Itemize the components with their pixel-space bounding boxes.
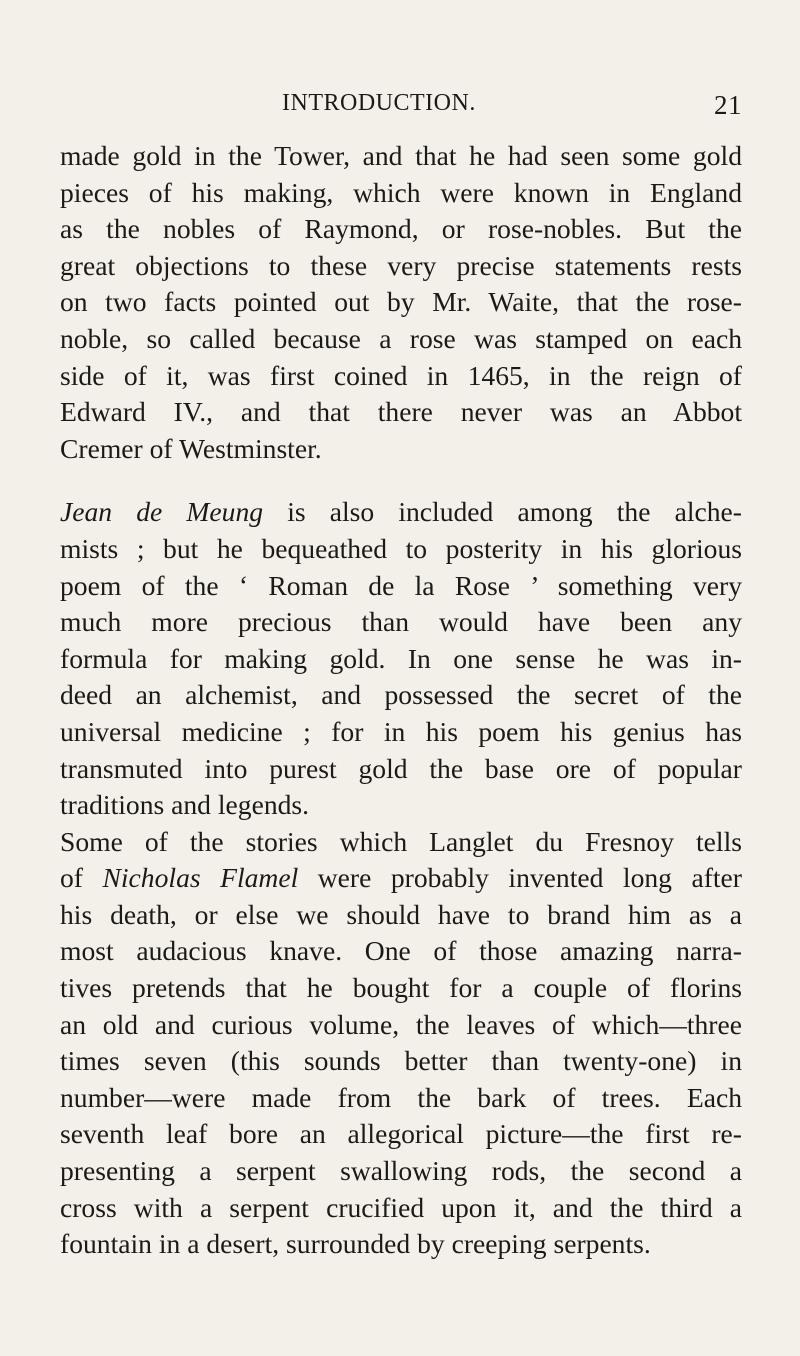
running-title: INTRODUCTION. <box>282 90 476 116</box>
paragraph-3 <box>60 824 742 1263</box>
text-line: Some of the stories which Langlet du Fresnoy tells <box>60 825 742 857</box>
text-line: Edward IV., and that there never was an Abbot <box>60 396 742 428</box>
text-line: fountain in a desert, surrounded by creeping serpents. <box>60 1228 651 1260</box>
text-line: side of it, was first coined in 1465, in the reign of <box>60 359 742 391</box>
text-line: as the nobles of Raymond, or rose-nobles. But the <box>60 213 742 245</box>
paragraph-1 <box>60 138 742 467</box>
text-line: most audacious knave. One of those amazing narra- <box>60 935 742 967</box>
text-line: much more precious than would have been any <box>60 606 742 638</box>
text-line: seventh leaf bore an allegorical picture—the first re- <box>60 1118 742 1150</box>
text-line: pieces of his making, which were known in England <box>60 176 742 208</box>
text-line <box>60 860 742 897</box>
text-line: presenting a serpent swallowing rods, the second a <box>60 1155 742 1187</box>
text-line: transmuted into purest gold the base ore of popular <box>60 752 742 784</box>
text-line: mists ; but he bequeathed to posterity in his glorious <box>60 532 742 564</box>
italic-name: Nicholas Flamel <box>102 862 299 894</box>
text-line: on two facts pointed out by Mr. Waite, that the rose- <box>60 286 742 318</box>
page-number: 21 <box>714 90 742 120</box>
text-line: Cremer of Westminster. <box>60 432 322 464</box>
text-line: an old and curious volume, the leaves of which—three <box>60 1008 742 1040</box>
text-line: universal medicine ; for in his poem his genius has <box>60 715 742 747</box>
text-line: tives pretends that he bought for a couple of florins <box>60 972 742 1004</box>
text-line: formula for making gold. In one sense he was in- <box>60 642 742 674</box>
text-fragment: is also included among the alche- <box>263 496 742 528</box>
text-line: noble, so called because a rose was stamped on each <box>60 322 742 354</box>
italic-name: Jean de Meung <box>60 496 264 528</box>
text-fragment: of <box>60 862 103 894</box>
text-line: traditions and legends. <box>60 789 310 821</box>
paragraph-gap <box>60 467 742 494</box>
paragraph-2 <box>60 494 742 823</box>
text-line: cross with a serpent crucified upon it, and the third a <box>60 1191 742 1223</box>
body-text <box>60 138 742 1263</box>
text-fragment: were probably invented long after <box>298 862 742 894</box>
text-line: poem of the ‘ Roman de la Rose ’ something very <box>60 569 742 601</box>
text-line: made gold in the Tower, and that he had seen some gold <box>60 140 742 171</box>
text-line: times seven (this sounds better than twenty-one) in <box>60 1045 742 1077</box>
running-head <box>60 90 742 120</box>
text-line: deed an alchemist, and possessed the secret of the <box>60 679 742 711</box>
text-line: his death, or else we should have to brand him as a <box>60 898 742 930</box>
text-line <box>60 494 742 531</box>
text-line: great objections to these very precise statements rests <box>60 249 742 281</box>
text-line: number—were made from the bark of trees. Each <box>60 1081 742 1113</box>
